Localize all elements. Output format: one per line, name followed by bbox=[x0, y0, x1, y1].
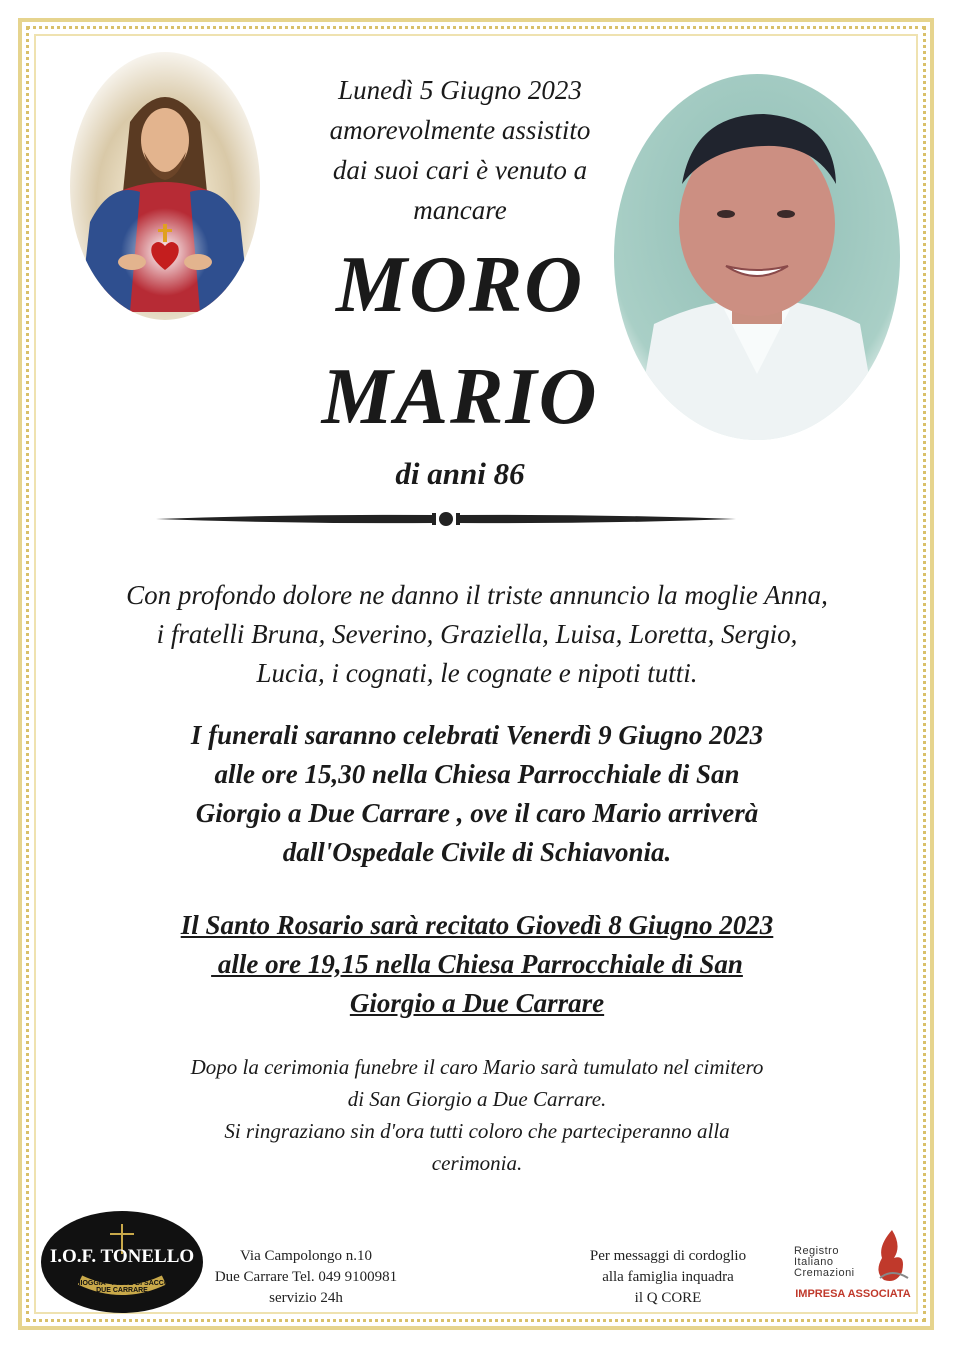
funeral-details bbox=[120, 716, 834, 872]
condolence-info bbox=[568, 1246, 768, 1309]
condolence-line: Per messaggi di cordoglio bbox=[589, 1248, 747, 1264]
deceased-portrait bbox=[614, 74, 900, 440]
flame-icon bbox=[872, 1228, 912, 1286]
announcement-line: Lucia, i cognati, le cognate e nipoti tutti. bbox=[256, 658, 698, 688]
funeral-line: alle ore 15,30 nella Chiesa Parrocchiale di San bbox=[214, 759, 740, 789]
intro-line: dai suoi cari è venuto a bbox=[332, 155, 588, 185]
registry-logo bbox=[788, 1226, 918, 1306]
closing-line: cerimonia. bbox=[431, 1151, 523, 1175]
intro-line: mancare bbox=[413, 195, 507, 225]
condolence-line: il Q CORE bbox=[634, 1290, 702, 1306]
tonello-logo-subtext: CHIOGGIA - PIOVE DI SACCO - DUE CARRARE bbox=[70, 1280, 174, 1294]
condolence-line: alla famiglia inquadra bbox=[602, 1269, 734, 1285]
deceased-first-name: MARIO bbox=[321, 353, 599, 441]
rosary-line: alle ore 19,15 nella Chiesa Parrocchiale di San bbox=[211, 949, 743, 979]
intro-line: amorevolmente assistito bbox=[329, 115, 591, 145]
deceased-age: di anni 86 bbox=[395, 456, 525, 491]
address-line: Due Carrare Tel. 049 9100981 bbox=[214, 1269, 398, 1285]
address-line: servizio 24h bbox=[269, 1290, 343, 1306]
funeral-line: Giorgio a Due Carrare , ove il caro Mario arriverà bbox=[195, 798, 759, 828]
death-announcement-intro bbox=[300, 70, 620, 230]
registry-logo-line: Italiano bbox=[794, 1256, 834, 1268]
deceased-surname: MORO bbox=[335, 241, 585, 329]
closing-line: Dopo la cerimonia funebre il caro Mario sarà tumulato nel cimitero bbox=[190, 1055, 764, 1079]
registry-tagline: IMPRESA ASSOCIATA bbox=[795, 1288, 911, 1300]
agency-address bbox=[204, 1246, 408, 1309]
rosary-line: Il Santo Rosario sarà recitato Giovedì 8 Giugno 2023 bbox=[180, 910, 774, 940]
funeral-line: dall'Ospedale Civile di Schiavonia. bbox=[282, 837, 672, 867]
funeral-line: I funerali saranno celebrati Venerdì 9 Giugno 2023 bbox=[190, 720, 764, 750]
sacred-heart-image bbox=[70, 52, 260, 320]
announcement-line: i fratelli Bruna, Severino, Graziella, Luisa, Loretta, Sergio, bbox=[156, 619, 798, 649]
closing-remarks bbox=[140, 1051, 814, 1179]
family-announcement bbox=[80, 576, 874, 693]
registry-logo-line: Registro bbox=[794, 1245, 839, 1257]
closing-line: di San Giorgio a Due Carrare. bbox=[347, 1087, 607, 1111]
ornamental-divider-icon bbox=[156, 508, 736, 530]
announcement-line: Con profondo dolore ne danno il triste annuncio la moglie Anna, bbox=[126, 580, 828, 610]
tonello-logo-name: I.O.F. TONELLO bbox=[49, 1246, 195, 1267]
rosary-details bbox=[120, 906, 834, 1023]
tonello-logo bbox=[40, 1210, 204, 1314]
rosary-line: Giorgio a Due Carrare bbox=[349, 988, 605, 1018]
registry-logo-line: Cremazioni bbox=[794, 1267, 855, 1279]
closing-line: Si ringraziano sin d'ora tutti coloro che parteciperanno alla bbox=[224, 1119, 730, 1143]
address-line: Via Campolongo n.10 bbox=[239, 1248, 372, 1264]
intro-line: Lunedì 5 Giugno 2023 bbox=[338, 75, 582, 105]
